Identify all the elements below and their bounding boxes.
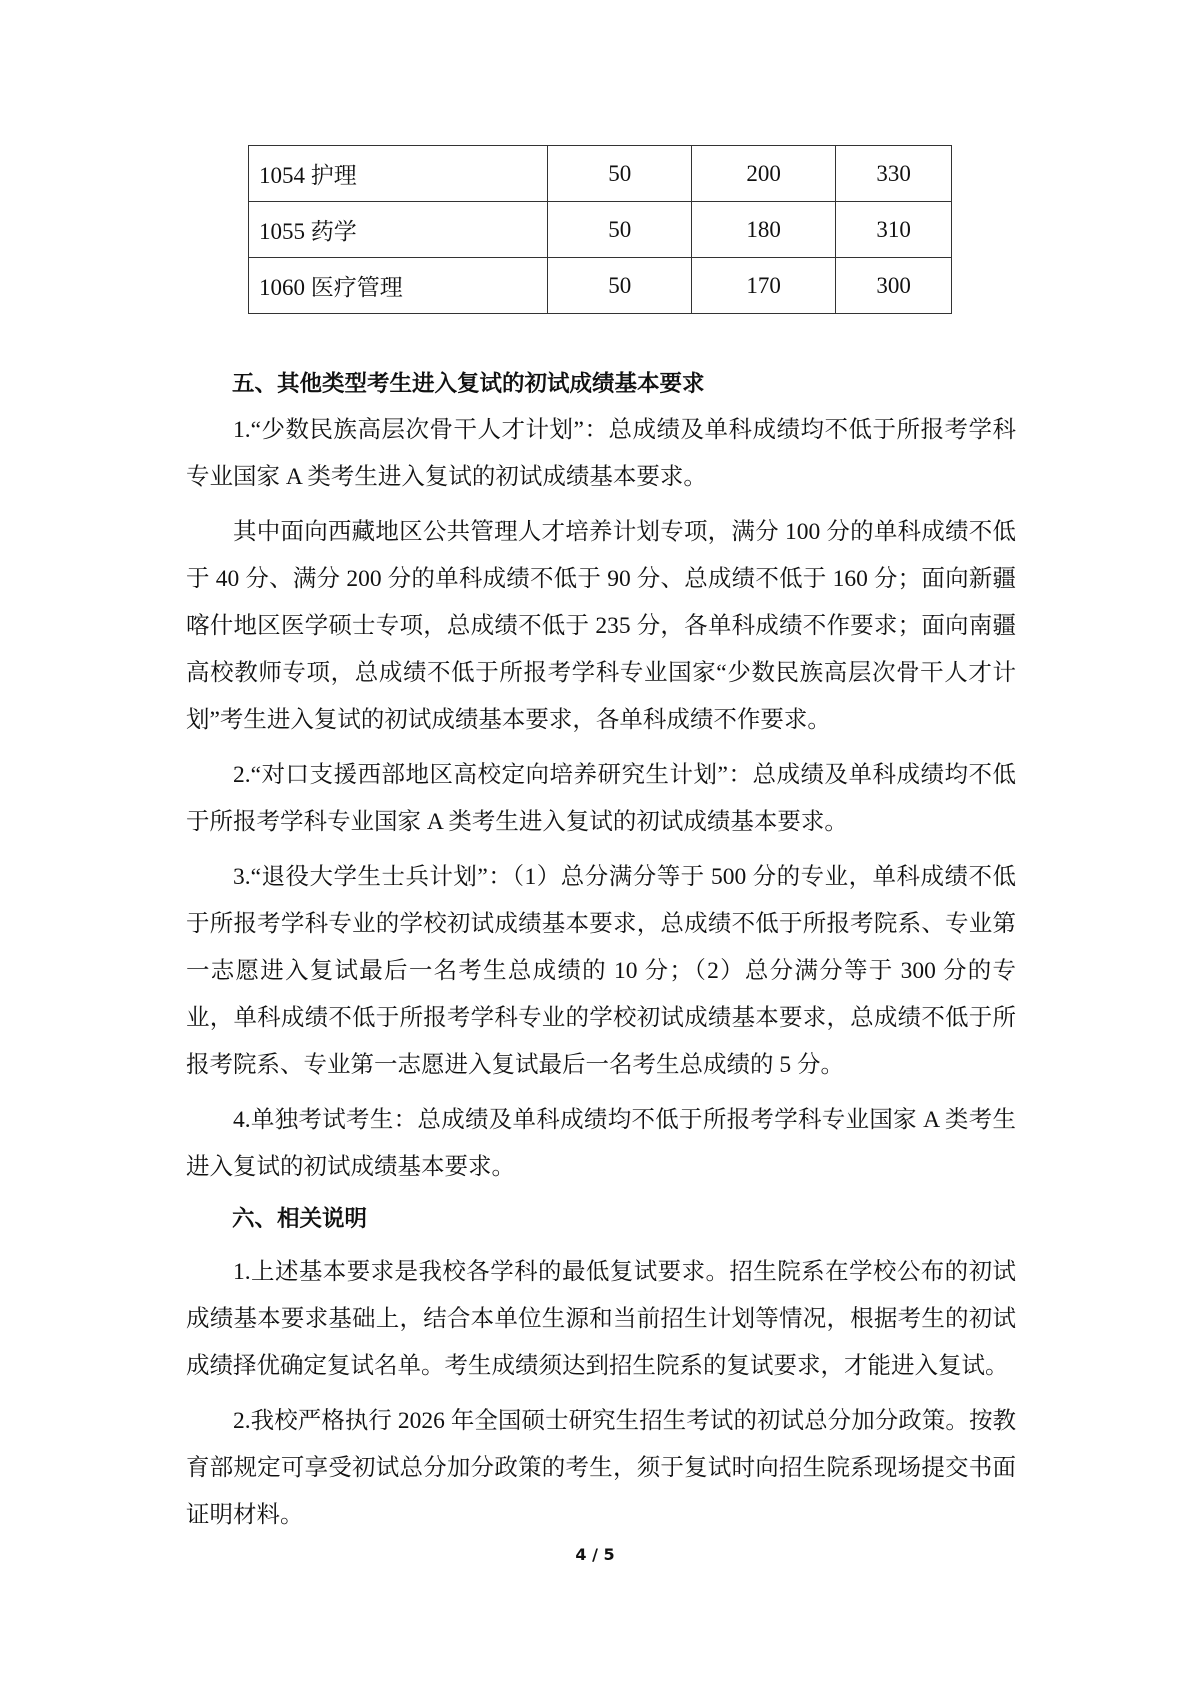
table-row	[249, 146, 952, 202]
table-cell-discipline: 1054 护理	[249, 146, 548, 202]
section-heading: 六、相关说明	[232, 1206, 368, 1232]
table-cell-discipline: 1055 药学	[249, 202, 548, 258]
section-body	[186, 407, 1016, 1191]
table-row	[249, 258, 952, 314]
paragraph: 1.“少数民族高层次骨干人才计划”：总成绩及单科成绩均不低于所报考学科专业国家 A 类考生进入复试的初试成绩基本要求。	[186, 417, 1016, 490]
page-number: 4 / 5	[575, 1545, 615, 1564]
table-cell-score: 50	[548, 258, 692, 314]
table-cell-score: 300	[836, 258, 952, 314]
table-cell-score: 330	[836, 146, 952, 202]
table-cell-score: 50	[548, 146, 692, 202]
paragraph: 4.单独考试考生：总成绩及单科成绩均不低于所报考学科专业国家 A 类考生进入复试的初试成绩基本要求。	[186, 1107, 1016, 1180]
table-cell-score: 200	[692, 146, 836, 202]
paragraph: 2.我校严格执行 2026 年全国硕士研究生招生考试的初试总分加分政策。按教育部规定可享受初试总分加分政策的考生，须于复试时向招生院系现场提交书面证明材料。	[186, 1408, 1016, 1528]
score-requirements-table	[248, 145, 952, 314]
section-body	[186, 1249, 1016, 1539]
paragraph: 其中面向西藏地区公共管理人才培养计划专项，满分 100 分的单科成绩不低于 40 分、满分 200 分的单科成绩不低于 90 分、总成绩不低于 160 分；面向新疆喀什地区医学硕士专项，总成绩不低于 235 分，各单科成绩不作要求；面向南疆高校教师专项，总成绩不低于所报考学科专业国家“少数民族高层次骨干人才计划”考生进入复试的初试成绩基本要求，各单科成绩不作要求。	[186, 519, 1016, 733]
table-cell-score: 310	[836, 202, 952, 258]
table-cell-score: 50	[548, 202, 692, 258]
paragraph: 3.“退役大学生士兵计划”：（1）总分满分等于 500 分的专业，单科成绩不低于所报考学科专业的学校初试成绩基本要求，总成绩不低于所报考院系、专业第一志愿进入复试最后一名考生总成绩的 10 分；（2）总分满分等于 300 分的专业，单科成绩不低于所报考学科专业的学校初试成绩基本要求，总成绩不低于所报考院系、专业第一志愿进入复试最后一名考生总成绩的 5 分。	[186, 864, 1016, 1078]
table-cell-discipline: 1060 医疗管理	[249, 258, 548, 314]
table-row	[249, 202, 952, 258]
table-cell-score: 180	[692, 202, 836, 258]
paragraph: 2.“对口支援西部地区高校定向培养研究生计划”：总成绩及单科成绩均不低于所报考学科专业国家 A 类考生进入复试的初试成绩基本要求。	[186, 762, 1016, 835]
paragraph: 1.上述基本要求是我校各学科的最低复试要求。招生院系在学校公布的初试成绩基本要求基础上，结合本单位生源和当前招生计划等情况，根据考生的初试成绩择优确定复试名单。考生成绩须达到招生院系的复试要求，才能进入复试。	[186, 1259, 1016, 1379]
section-heading: 五、其他类型考生进入复试的初试成绩基本要求	[232, 371, 705, 397]
table-cell-score: 170	[692, 258, 836, 314]
